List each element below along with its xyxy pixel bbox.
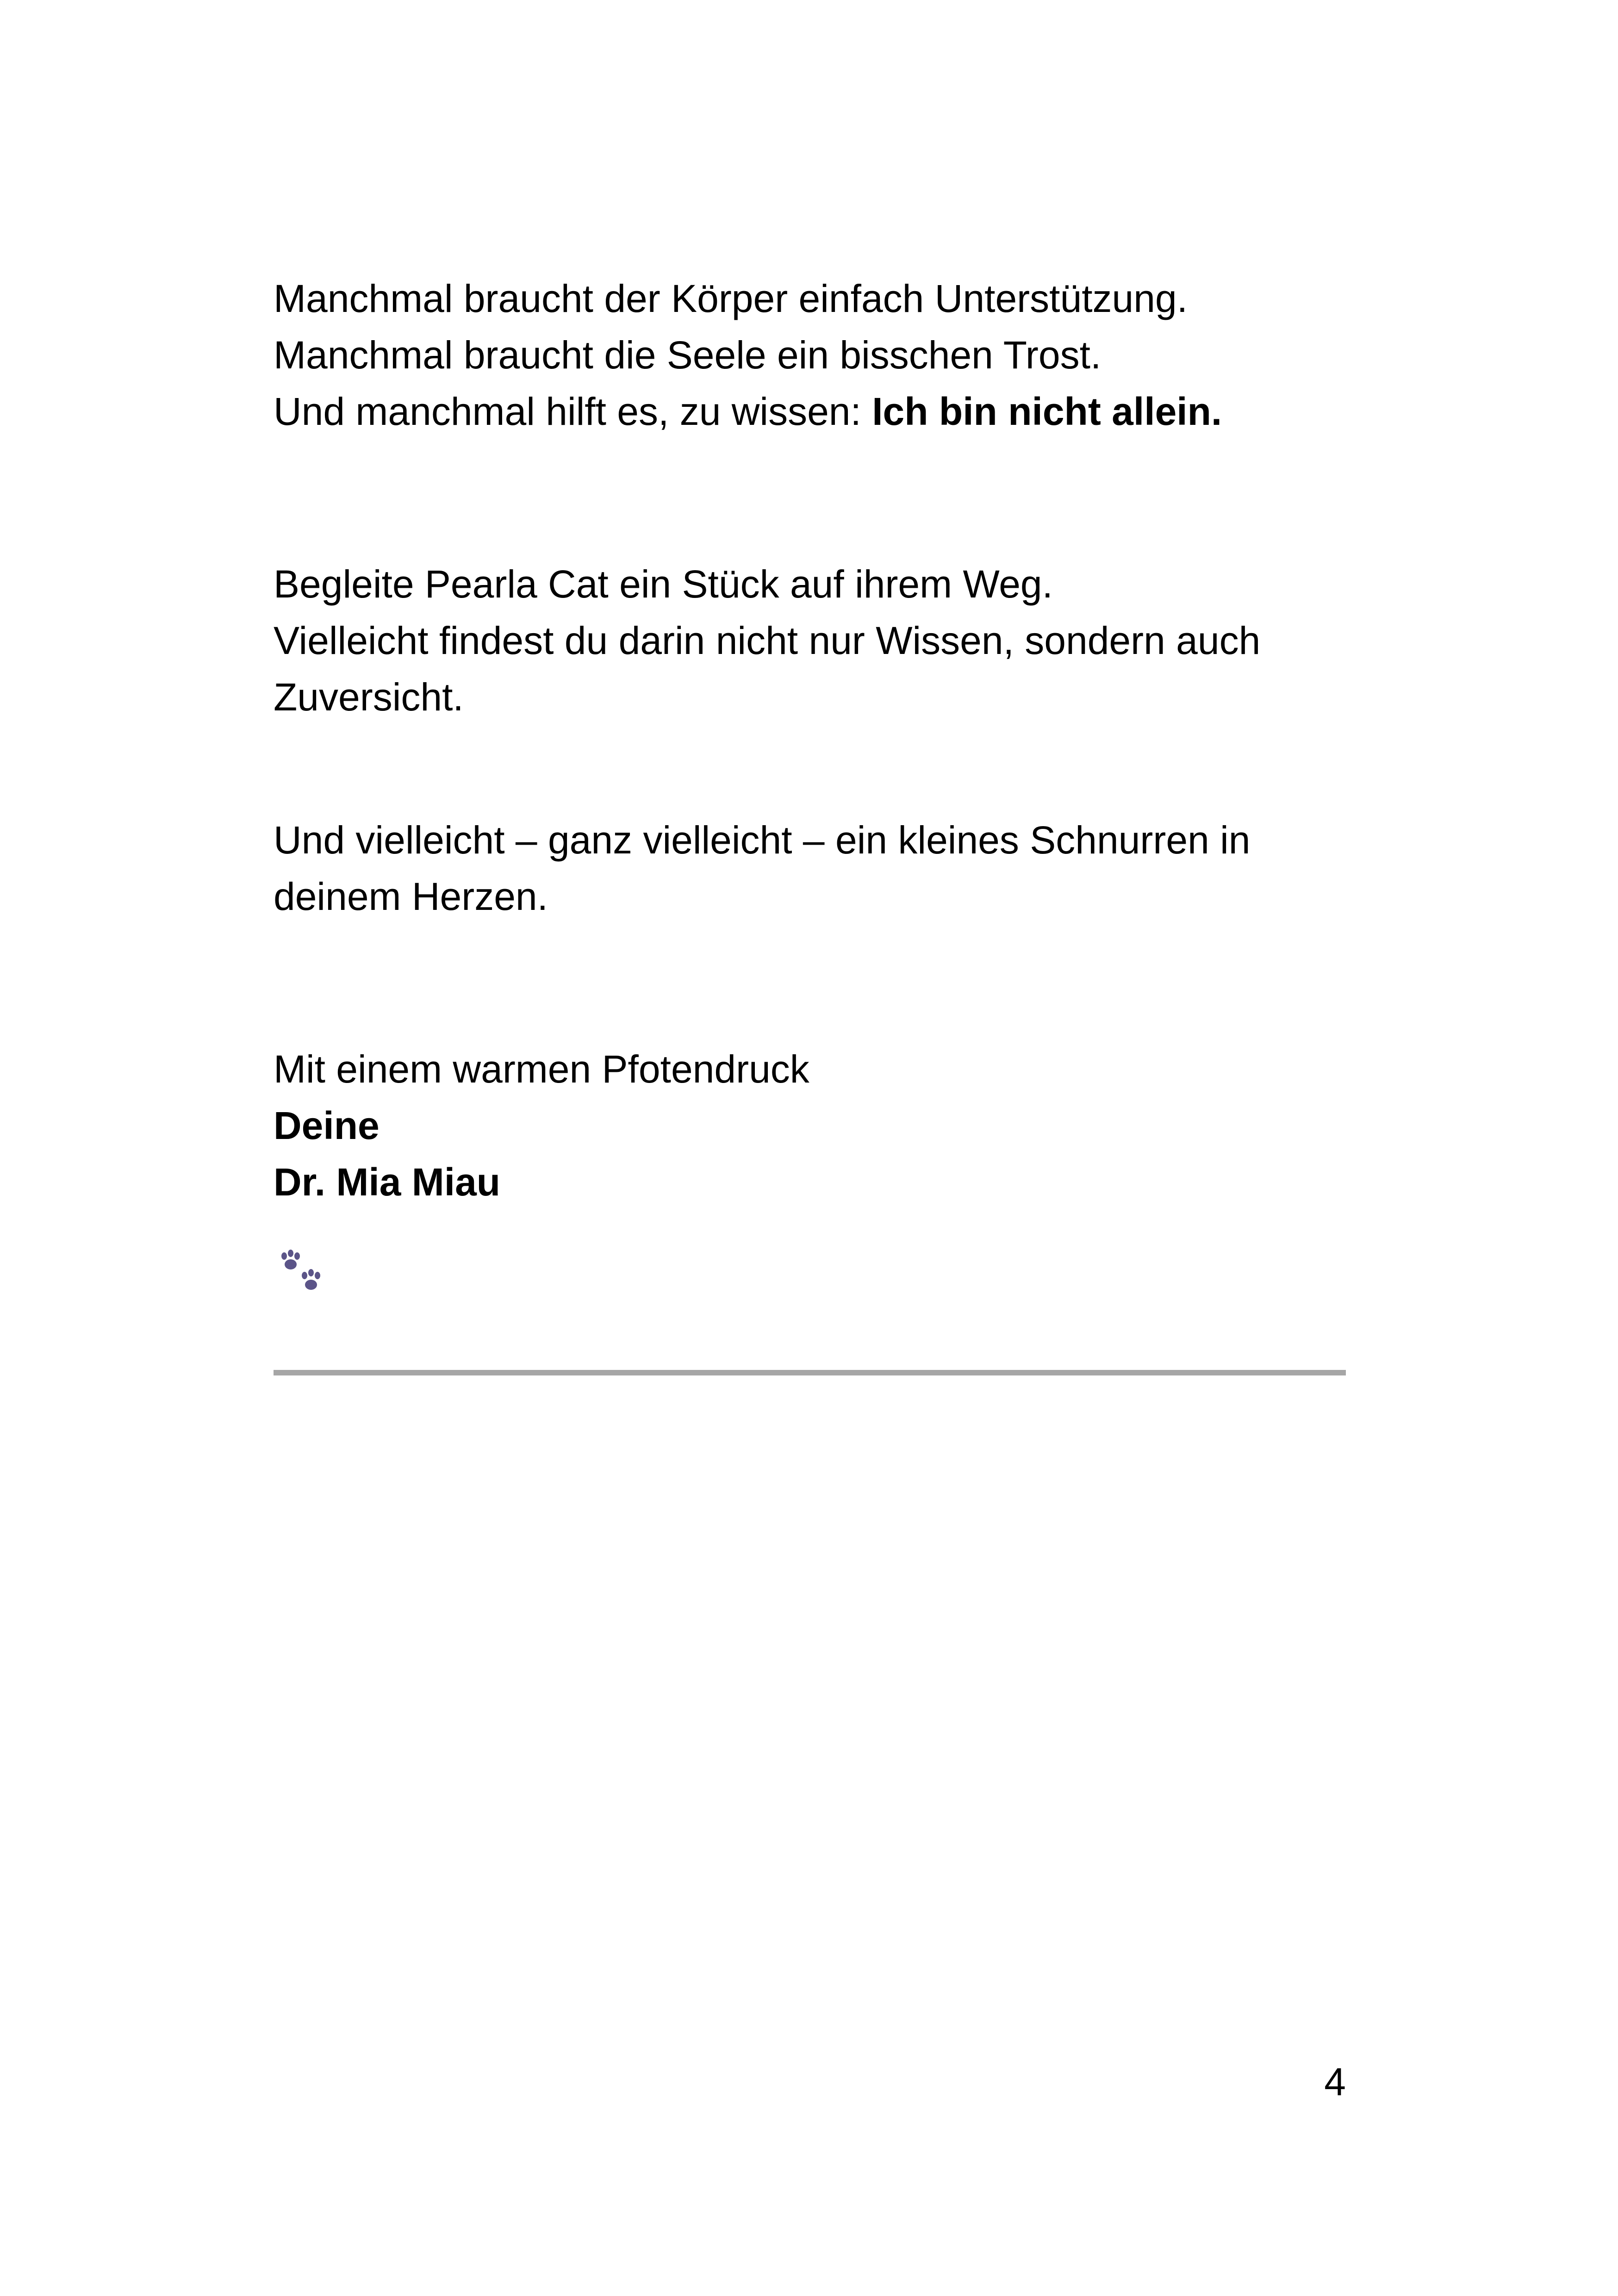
paragraph-1-line-1: Manchmal braucht der Körper einfach Unterstützung. xyxy=(274,277,1188,320)
paragraph-2-line-3: Zuversicht. xyxy=(274,675,464,719)
paragraph-3-line-1: Und vielleicht – ganz vielleicht – ein kleines Schnurren in xyxy=(274,818,1251,862)
horizontal-divider xyxy=(274,1370,1346,1375)
paragraph-2-line-1: Begleite Pearla Cat ein Stück auf ihrem Weg. xyxy=(274,562,1053,606)
paragraph-1-line-2: Manchmal braucht die Seele ein bisschen Trost. xyxy=(274,333,1101,377)
paragraph-1-line-3 xyxy=(274,388,1222,435)
paragraph-1-line-3-text: Und manchmal hilft es, zu wissen: xyxy=(274,390,872,433)
signature-line-1: Deine xyxy=(274,1104,380,1147)
paragraph-2-line-2: Vielleicht findest du darin nicht nur Wissen, sondern auch xyxy=(274,619,1261,662)
paragraph-3-line-2: deinem Herzen. xyxy=(274,875,548,918)
page-number: 4 xyxy=(1324,2060,1346,2103)
emphasis-text: Ich bin nicht allein. xyxy=(872,390,1222,433)
closing-greeting: Mit einem warmen Pfotendruck xyxy=(274,1047,809,1091)
paw-prints-icon xyxy=(278,1250,329,1300)
signature-name: Dr. Mia Miau xyxy=(274,1160,501,1204)
